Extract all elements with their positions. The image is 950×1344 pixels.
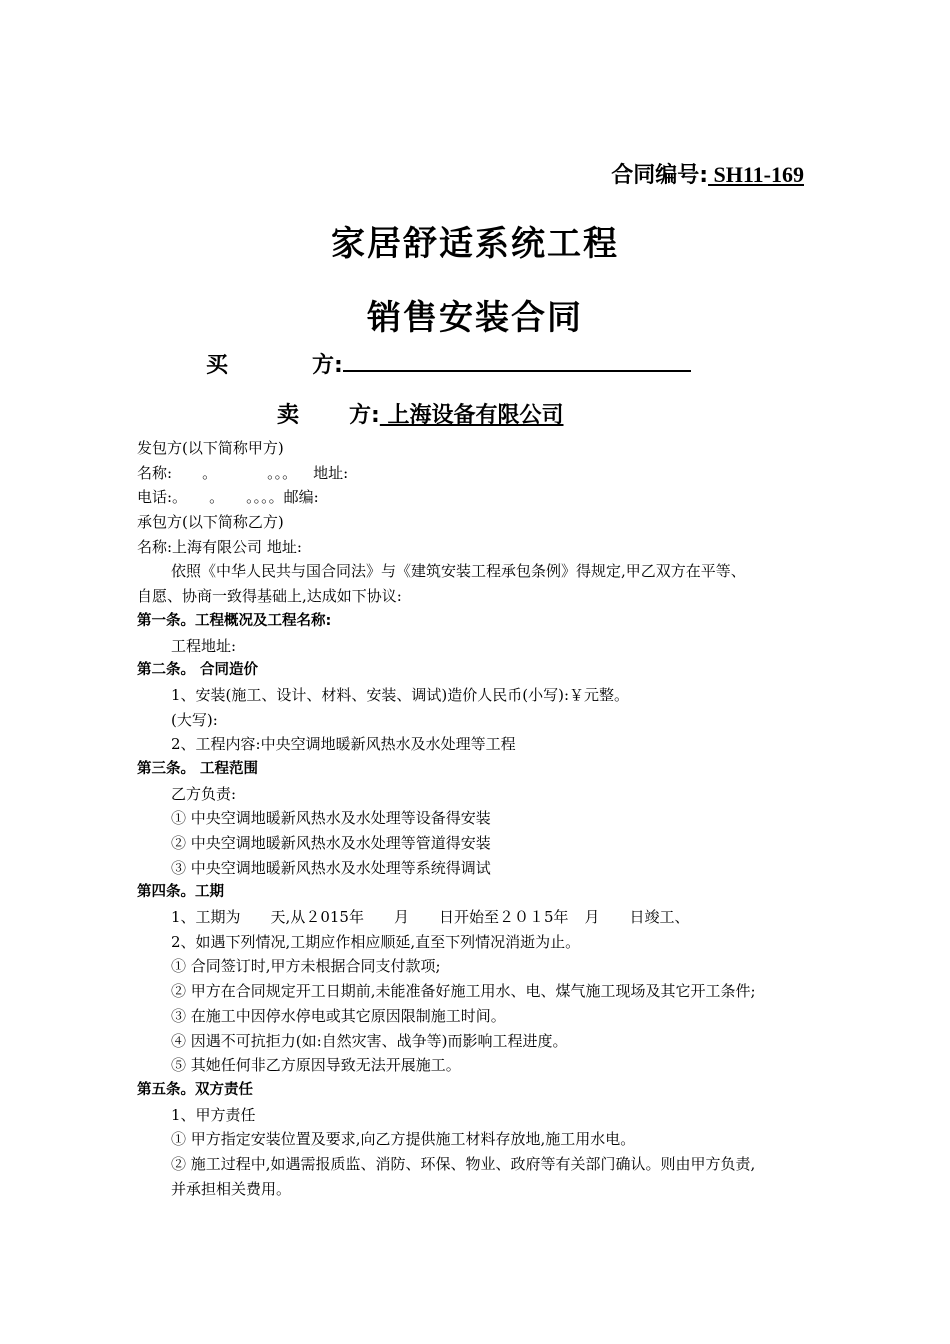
article-3-item4: ③ 中央空调地暖新风热水及水处理等系统得调试	[171, 858, 491, 877]
document-title-line1: 家居舒适系统工程	[331, 224, 619, 264]
seller-label-b: 方:	[349, 403, 380, 428]
contract-body	[137, 436, 827, 1201]
buyer-label-b: 方:	[312, 353, 343, 378]
article-2-heading: 第二条。 合同造价	[137, 662, 259, 679]
seller-line	[277, 398, 564, 429]
article-2-item3: 2、工程内容:中央空调地暖新风热水及水处理等工程	[171, 735, 516, 754]
article-2-item2: (大写):	[171, 710, 218, 729]
article-3-item1: 乙方负责:	[171, 784, 237, 803]
contract-number-label: 合同编号:	[611, 163, 709, 188]
client-heading: 发包方(以下简称甲方)	[137, 439, 284, 457]
article-4-item7: ⑤ 其她任何非乙方原因导致无法开展施工。	[171, 1056, 461, 1075]
article-2-item1: 1、安装(施工、设计、材料、安装、调试)造价人民币(小写):￥元整。	[171, 685, 630, 704]
article-3-heading: 第三条。 工程范围	[137, 760, 259, 777]
buyer-label-a: 买	[206, 353, 229, 378]
article-4-item1: 1、工期为 天,从２015年 月 日开始至２０１5年 月 日竣工、	[171, 908, 690, 927]
article-5-item3: ② 施工过程中,如遇需报质监、消防、环保、物业、政府等有关部门确认。则由甲方负责,	[171, 1154, 756, 1173]
article-4-item2: 2、如遇下列情况,工期应作相应顺延,直至下列情况消逝为止。	[171, 932, 581, 951]
preamble-line1: 依照《中华人民共与国合同法》与《建筑安装工程承包条例》得规定,甲乙双方在平等、	[171, 562, 746, 581]
article-5-item2: ① 甲方指定安装位置及要求,向乙方提供施工材料存放地,施工用水电。	[171, 1130, 636, 1149]
contract-number-value: SH11-169	[708, 162, 804, 187]
document-title-line2: 销售安装合同	[367, 298, 583, 338]
client-phone-line: 电话:。 。 。。。。邮编:	[137, 488, 319, 507]
article-4-heading: 第四条。工期	[137, 884, 224, 901]
article-5-item4: 并承担相关费用。	[171, 1179, 292, 1198]
article-3-item2: ① 中央空调地暖新风热水及水处理等设备得安装	[171, 809, 491, 828]
contract-number	[611, 158, 804, 189]
buyer-blank	[343, 350, 691, 372]
article-4-item4: ② 甲方在合同规定开工日期前,未能准备好施工用水、电、煤气施工现场及其它开工条件;	[171, 982, 756, 1001]
contractor-heading: 承包方(以下简称乙方)	[137, 513, 284, 532]
seller-name: 上海设备有限公司	[379, 403, 564, 428]
contractor-name-line: 名称:上海有限公司 地址:	[137, 537, 302, 556]
buyer-line	[206, 348, 691, 379]
article-5-item1: 1、甲方责任	[171, 1105, 256, 1124]
client-name-line: 名称: 。 。。。 地址:	[137, 463, 349, 482]
seller-label-a: 卖	[277, 403, 300, 428]
article-4-item6: ④ 因遇不可抗拒力(如:自然灾害、战争等)而影响工程进度。	[171, 1031, 568, 1050]
article-1-heading: 第一条。工程概况及工程名称:	[137, 612, 332, 629]
article-4-item3: ① 合同签订时,甲方未根据合同支付款项;	[171, 957, 441, 976]
article-4-item5: ③ 在施工中因停水停电或其它原因限制施工时间。	[171, 1006, 506, 1025]
article-3-item3: ② 中央空调地暖新风热水及水处理等管道得安装	[171, 834, 491, 852]
article-1-item1: 工程地址:	[171, 636, 237, 655]
preamble-line2: 自愿、协商一致得基础上,达成如下协议:	[137, 587, 402, 606]
article-5-heading: 第五条。双方责任	[137, 1081, 253, 1098]
